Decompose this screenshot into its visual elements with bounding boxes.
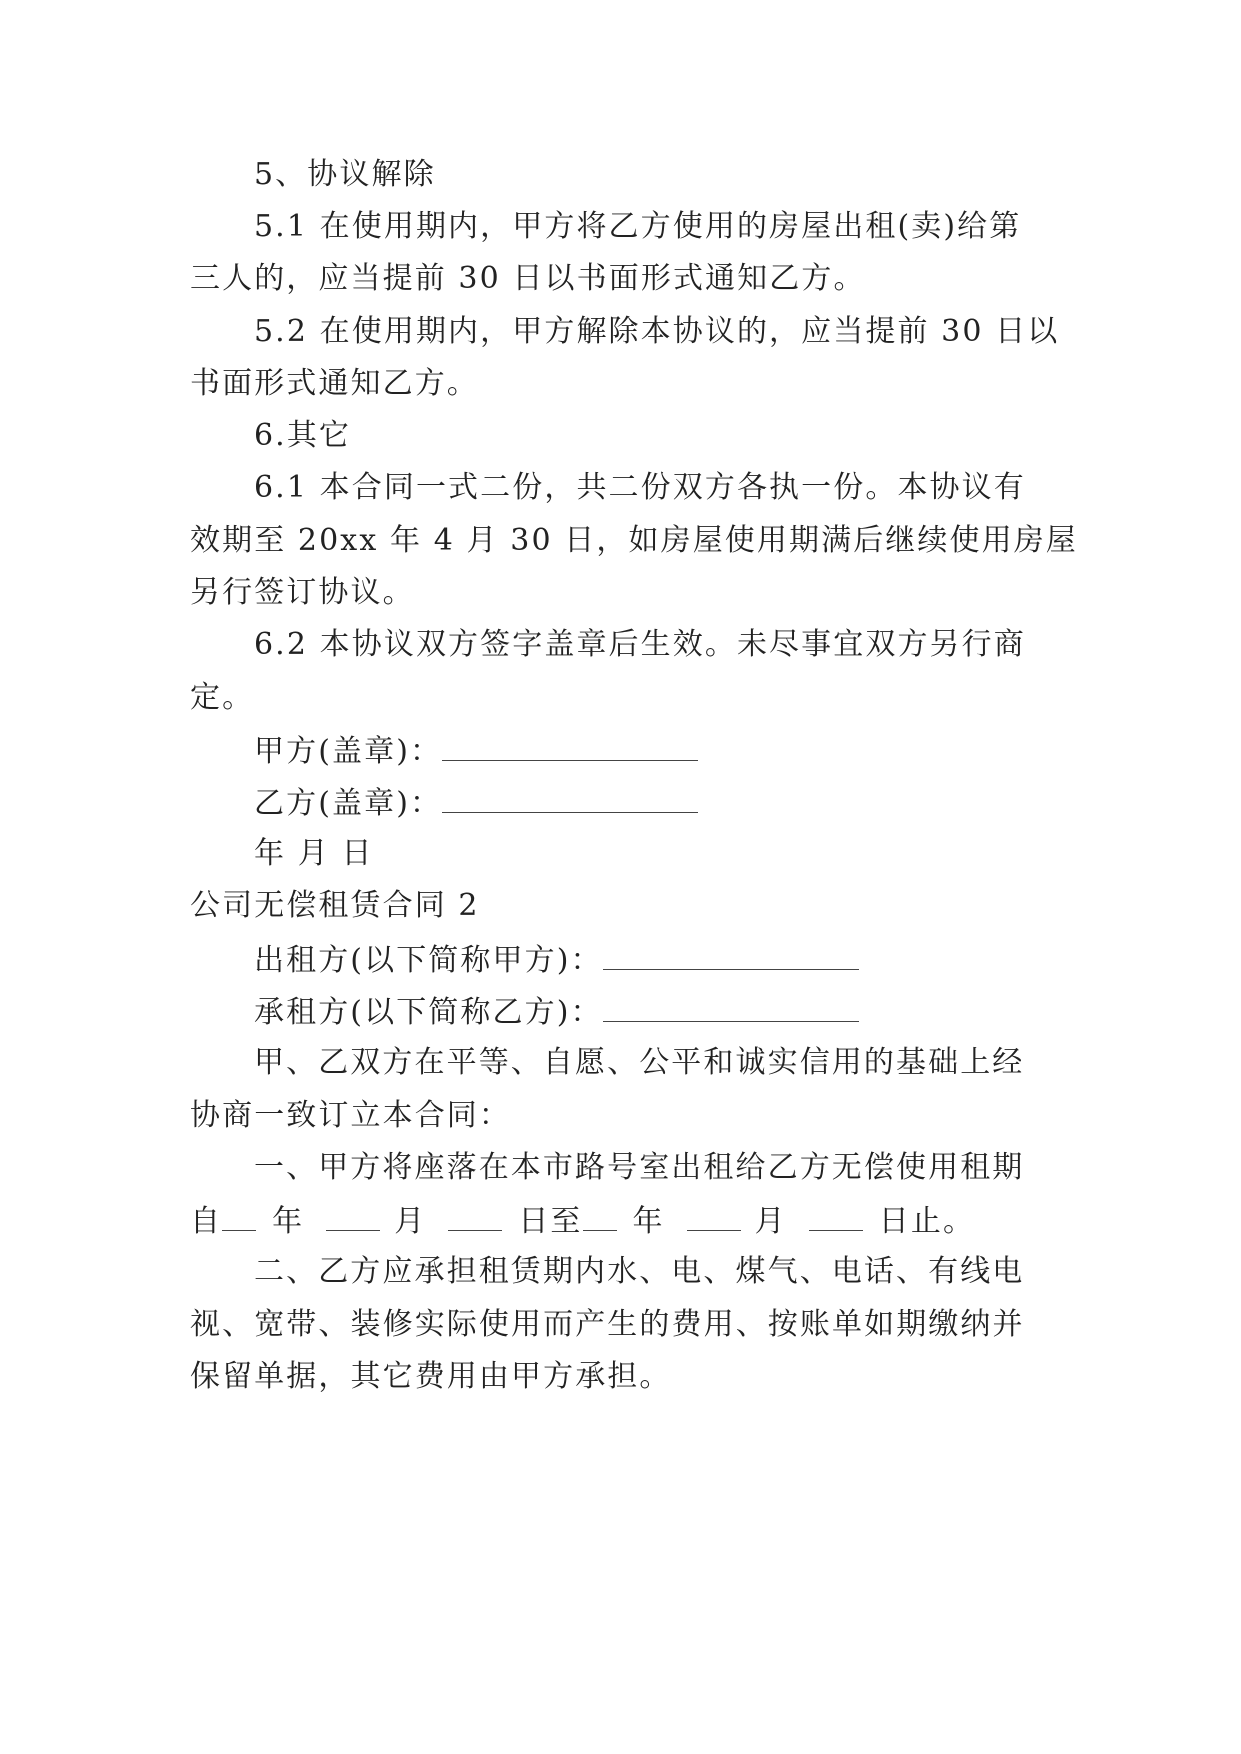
paragraph-line: 二、乙方应承担租赁期内水、电、煤气、电话、有线电 xyxy=(254,1254,1025,1289)
paragraph-line: 协商一致订立本合同： xyxy=(190,1098,511,1133)
paragraph-line: 三人的，应当提前 30 日以书面形式通知乙方。 xyxy=(190,261,866,296)
term-text: 年 xyxy=(632,1204,665,1239)
lessor-label: 出租方(以下简称甲方)： xyxy=(254,943,603,978)
paragraph-line: 另行签订协议。 xyxy=(190,575,415,610)
year-blank xyxy=(583,1200,617,1231)
paragraph-line: 一、甲方将座落在本市路号室出租给乙方无偿使用租期 xyxy=(254,1150,1025,1185)
date-line: 年 月 日 xyxy=(254,836,374,871)
paragraph-line: 视、宽带、装修实际使用而产生的费用、按账单如期缴纳并 xyxy=(190,1307,1025,1342)
term-text: 月 xyxy=(754,1204,787,1239)
term-text: 日至 xyxy=(518,1204,583,1239)
day-blank xyxy=(448,1200,502,1231)
lessee-blank xyxy=(603,991,859,1022)
section-heading: 5、协议解除 xyxy=(254,157,436,192)
lessor-line xyxy=(254,939,859,981)
section-heading: 6.其它 xyxy=(254,418,352,453)
month-blank xyxy=(687,1200,741,1231)
term-text: 日止。 xyxy=(878,1204,976,1239)
term-text: 年 xyxy=(272,1204,305,1239)
paragraph-line: 5.1 在使用期内，甲方将乙方使用的房屋出租(卖)给第 xyxy=(254,209,1022,244)
contract-title: 公司无偿租赁合同 2 xyxy=(190,888,480,923)
paragraph-line: 书面形式通知乙方。 xyxy=(190,366,479,401)
paragraph-line: 甲、乙双方在平等、自愿、公平和诚实信用的基础上经 xyxy=(254,1045,1025,1080)
paragraph-line: 效期至 20xx 年 4 月 30 日，如房屋使用期满后继续使用房屋 xyxy=(190,523,1078,558)
signature-blank xyxy=(442,782,698,813)
month-blank xyxy=(326,1200,380,1231)
paragraph-line: 5.2 在使用期内，甲方解除本协议的，应当提前 30 日以 xyxy=(254,314,1060,349)
signature-label: 甲方(盖章)： xyxy=(254,734,443,769)
lessee-label: 承租方(以下简称乙方)： xyxy=(254,995,603,1030)
lessee-line xyxy=(254,991,859,1033)
term-text: 月 xyxy=(394,1204,427,1239)
paragraph-line: 6.2 本协议双方签字盖章后生效。未尽事宜双方另行商 xyxy=(254,627,1026,662)
year-blank xyxy=(222,1200,256,1231)
signature-line-party-b xyxy=(254,782,698,824)
day-blank xyxy=(809,1200,863,1231)
signature-blank xyxy=(442,730,698,761)
term-text: 自 xyxy=(190,1204,223,1239)
signature-label: 乙方(盖章)： xyxy=(254,786,443,821)
lessor-blank xyxy=(603,939,859,970)
paragraph-line: 6.1 本合同一式二份，共二份双方各执一份。本协议有 xyxy=(254,470,1026,505)
signature-line-party-a xyxy=(254,730,698,772)
paragraph-line: 保留单据，其它费用由甲方承担。 xyxy=(190,1359,672,1394)
lease-term-line xyxy=(190,1200,975,1242)
paragraph-line: 定。 xyxy=(190,680,255,715)
